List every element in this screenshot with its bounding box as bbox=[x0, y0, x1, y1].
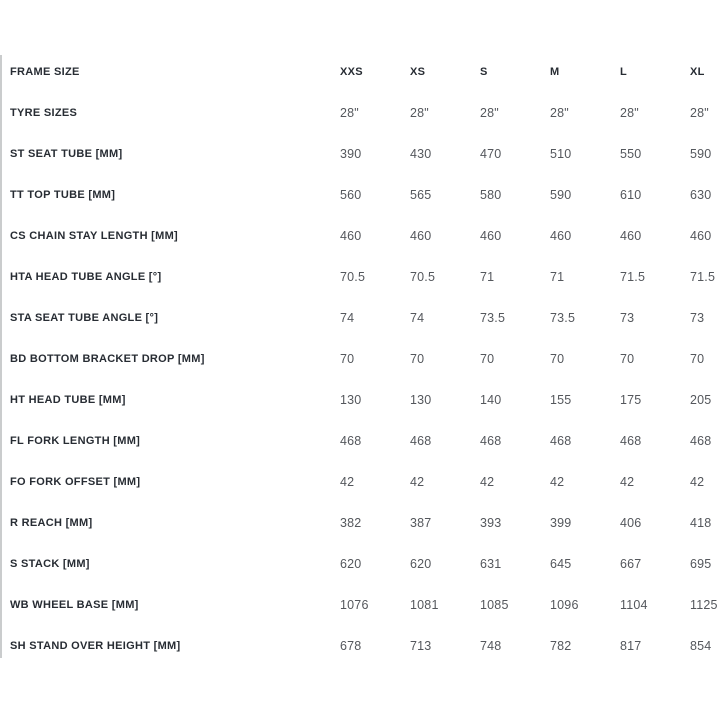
header-frame-size-label: FRAME SIZE bbox=[10, 65, 80, 78]
table-row bbox=[10, 92, 718, 133]
cell-value: 468 bbox=[690, 433, 712, 448]
cell-value: 590 bbox=[690, 146, 712, 161]
cell-value: 71.5 bbox=[620, 269, 646, 284]
cell-value: 782 bbox=[550, 638, 572, 653]
row-label: HTA HEAD TUBE ANGLE [°] bbox=[10, 270, 162, 283]
table-row bbox=[10, 420, 718, 461]
cell-value: 42 bbox=[410, 474, 425, 489]
cell-value: 42 bbox=[690, 474, 705, 489]
row-label: S STACK [MM] bbox=[10, 557, 90, 570]
row-label: R REACH [MM] bbox=[10, 516, 93, 529]
cell-value: 28" bbox=[620, 105, 639, 120]
cell-value: 175 bbox=[620, 392, 642, 407]
cell-value: 28" bbox=[550, 105, 569, 120]
cell-value: 510 bbox=[550, 146, 572, 161]
cell-value: 1081 bbox=[410, 597, 439, 612]
cell-value: 70 bbox=[550, 351, 565, 366]
cell-value: 28" bbox=[340, 105, 359, 120]
column-header-xs: XS bbox=[410, 65, 426, 78]
cell-value: 1104 bbox=[620, 597, 648, 612]
row-label: TT TOP TUBE [MM] bbox=[10, 188, 116, 201]
row-label: ST SEAT TUBE [MM] bbox=[10, 147, 123, 160]
cell-value: 70 bbox=[480, 351, 495, 366]
row-label: STA SEAT TUBE ANGLE [°] bbox=[10, 311, 159, 324]
cell-value: 28" bbox=[480, 105, 499, 120]
cell-value: 645 bbox=[550, 556, 572, 571]
cell-value: 854 bbox=[690, 638, 712, 653]
cell-value: 460 bbox=[480, 228, 502, 243]
cell-value: 630 bbox=[690, 187, 712, 202]
cell-value: 390 bbox=[340, 146, 362, 161]
column-header-xl: XL bbox=[690, 65, 705, 78]
table-row bbox=[10, 625, 718, 666]
row-label: SH STAND OVER HEIGHT [MM] bbox=[10, 639, 181, 652]
cell-value: 42 bbox=[550, 474, 565, 489]
cell-value: 460 bbox=[550, 228, 572, 243]
table-row bbox=[10, 502, 718, 543]
cell-value: 631 bbox=[480, 556, 502, 571]
cell-value: 73 bbox=[690, 310, 705, 325]
cell-value: 1085 bbox=[480, 597, 509, 612]
cell-value: 713 bbox=[410, 638, 432, 653]
cell-value: 610 bbox=[620, 187, 642, 202]
cell-value: 1076 bbox=[340, 597, 369, 612]
cell-value: 28" bbox=[410, 105, 429, 120]
cell-value: 70.5 bbox=[340, 269, 366, 284]
column-header-m: M bbox=[550, 65, 560, 78]
cell-value: 382 bbox=[340, 515, 362, 530]
cell-value: 73.5 bbox=[550, 310, 576, 325]
cell-value: 460 bbox=[410, 228, 432, 243]
cell-value: 71 bbox=[550, 269, 565, 284]
cell-value: 73.5 bbox=[480, 310, 506, 325]
cell-value: 817 bbox=[620, 638, 642, 653]
table-body bbox=[10, 92, 718, 666]
table-header-row bbox=[10, 51, 718, 92]
cell-value: 70 bbox=[410, 351, 425, 366]
cell-value: 74 bbox=[410, 310, 425, 325]
cell-value: 460 bbox=[340, 228, 362, 243]
cell-value: 468 bbox=[410, 433, 432, 448]
cell-value: 205 bbox=[690, 392, 712, 407]
column-header-s: S bbox=[480, 65, 488, 78]
cell-value: 748 bbox=[480, 638, 502, 653]
cell-value: 565 bbox=[410, 187, 432, 202]
cell-value: 71.5 bbox=[690, 269, 716, 284]
cell-value: 387 bbox=[410, 515, 432, 530]
cell-value: 1096 bbox=[550, 597, 579, 612]
column-header-l: L bbox=[620, 65, 628, 78]
cell-value: 70 bbox=[620, 351, 635, 366]
cell-value: 70 bbox=[340, 351, 355, 366]
cell-value: 399 bbox=[550, 515, 572, 530]
cell-value: 470 bbox=[480, 146, 502, 161]
cell-value: 580 bbox=[480, 187, 502, 202]
cell-value: 678 bbox=[340, 638, 362, 653]
cell-value: 393 bbox=[480, 515, 502, 530]
table-row bbox=[10, 379, 718, 420]
cell-value: 28" bbox=[690, 105, 709, 120]
row-label: BD BOTTOM BRACKET DROP [MM] bbox=[10, 352, 205, 365]
cell-value: 430 bbox=[410, 146, 432, 161]
cell-value: 73 bbox=[620, 310, 635, 325]
cell-value: 620 bbox=[410, 556, 432, 571]
cell-value: 695 bbox=[690, 556, 712, 571]
cell-value: 590 bbox=[550, 187, 572, 202]
cell-value: 71 bbox=[480, 269, 495, 284]
cell-value: 70.5 bbox=[410, 269, 436, 284]
cell-value: 406 bbox=[620, 515, 642, 530]
table-left-edge-line bbox=[0, 55, 2, 658]
cell-value: 418 bbox=[690, 515, 712, 530]
column-header-xxs: XXS bbox=[340, 65, 363, 78]
cell-value: 74 bbox=[340, 310, 355, 325]
cell-value: 70 bbox=[690, 351, 705, 366]
table-row bbox=[10, 256, 718, 297]
row-label: WB WHEEL BASE [MM] bbox=[10, 598, 139, 611]
bike-geometry-table bbox=[10, 51, 718, 666]
cell-value: 130 bbox=[410, 392, 432, 407]
table-row bbox=[10, 338, 718, 379]
row-label: FO FORK OFFSET [MM] bbox=[10, 475, 141, 488]
table-row bbox=[10, 543, 718, 584]
table-row bbox=[10, 215, 718, 256]
row-label: HT HEAD TUBE [MM] bbox=[10, 393, 126, 406]
row-label: CS CHAIN STAY LENGTH [MM] bbox=[10, 229, 179, 242]
table-row bbox=[10, 297, 718, 338]
cell-value: 1125 bbox=[690, 597, 718, 612]
cell-value: 42 bbox=[480, 474, 495, 489]
cell-value: 620 bbox=[340, 556, 362, 571]
cell-value: 468 bbox=[620, 433, 642, 448]
table-row bbox=[10, 133, 718, 174]
cell-value: 155 bbox=[550, 392, 572, 407]
cell-value: 468 bbox=[480, 433, 502, 448]
table-row bbox=[10, 584, 718, 625]
cell-value: 140 bbox=[480, 392, 502, 407]
cell-value: 460 bbox=[620, 228, 642, 243]
cell-value: 550 bbox=[620, 146, 642, 161]
cell-value: 460 bbox=[690, 228, 712, 243]
table-row bbox=[10, 174, 718, 215]
cell-value: 468 bbox=[550, 433, 572, 448]
cell-value: 560 bbox=[340, 187, 362, 202]
cell-value: 468 bbox=[340, 433, 362, 448]
cell-value: 42 bbox=[620, 474, 635, 489]
cell-value: 130 bbox=[340, 392, 362, 407]
row-label: TYRE SIZES bbox=[10, 106, 78, 119]
cell-value: 667 bbox=[620, 556, 642, 571]
cell-value: 42 bbox=[340, 474, 355, 489]
row-label: FL FORK LENGTH [MM] bbox=[10, 434, 141, 447]
table-row bbox=[10, 461, 718, 502]
